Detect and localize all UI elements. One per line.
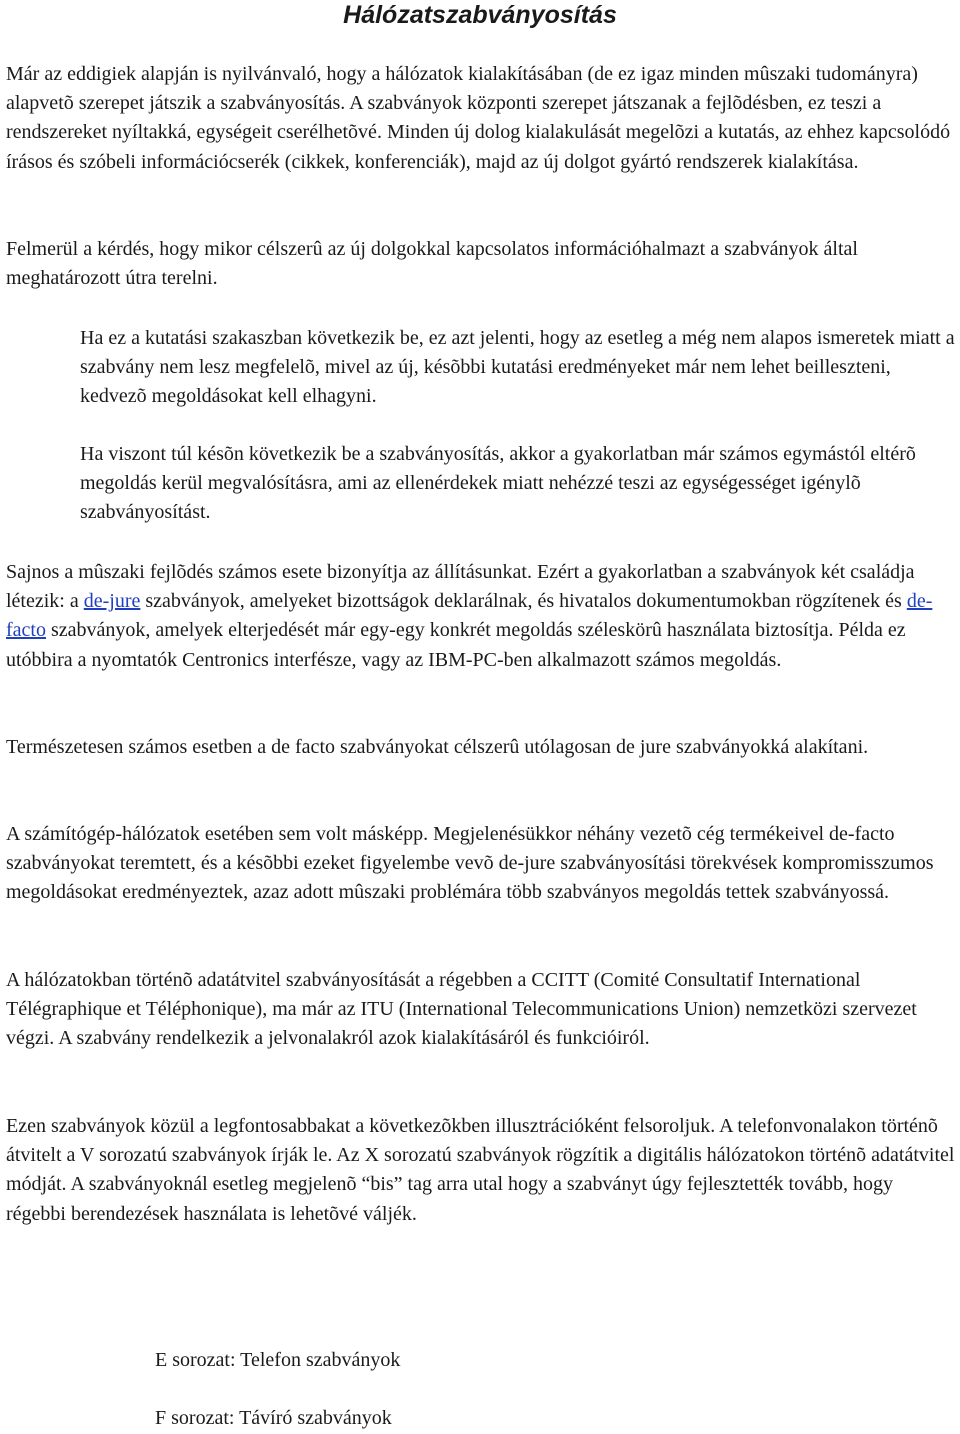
list-item-e-series: E sorozat: Telefon szabványok — [155, 1349, 401, 1371]
paragraph-intro: Már az eddigiek alapján is nyilvánvaló, hogy a hálózatok kialakításában (de ez igaz minden mûszaki tudományra) alapvetõ szerepet játszik a szabványosítás. A szabványok központi szerepet játszanak a fejlõdésben, ez teszi a rendszereket nyíltakká, egységeit cserélhetõvé. Minden új dolog kialakulását megelõzi a kutatás, az ehhez kapcsolódó írásos és szóbeli információcserék (cikkek, konferenciák), majd az új dolgot gyártó rendszerek kialakítása. — [6, 63, 951, 173]
paragraph-ccitt: A hálózatokban történõ adatátvitel szabványosítását a régebben a CCITT (Comité Consultatif International Télégraphique et Téléphonique), ma már az ITU (International Telecommunications Union) nemzetközi szervezet végzi. A szabvány rendelkezik a jelvonalakról azok kialakításáról és funkcióiról. — [6, 969, 917, 1050]
paragraph-late-case: Ha viszont túl késõn következik be a szabványosítás, akkor a gyakorlatban már számos egymástól eltérõ megoldás kerül megvalósításra, ami az ellenérdekek miatt nehézzé teszi az egységességet igénylõ szabványosítást. — [80, 443, 916, 524]
paragraph-question: Felmerül a kérdés, hogy mikor célszerû az új dolgokkal kapcsolatos információhalmazt a szabványok által meghatározott útra terelni. — [6, 238, 858, 290]
text-segment: szabványok, amelyeket bizottságok deklarálnak, és hivatalos dokumentumokban rögzítenek és — [140, 590, 907, 613]
paragraph-conversion: Természetesen számos esetben a de facto szabványokat célszerû utólagosan de jure szabványokká alakítani. — [6, 736, 869, 758]
de-facto-link[interactable]: de-facto — [6, 590, 933, 642]
text-segment: szabványok, amelyek elterjedését már egy-egy konkrét megoldás széleskörû használata biztosítja. Példa ez utóbbira a nyomtatók Centronics interfésze, vagy az IBM-PC-ben alkalmazott számos megoldás. — [6, 619, 906, 671]
paragraph-networks: A számítógép-hálózatok esetében sem volt másképp. Megjelenésükkor néhány vezetõ cég termékeivel de-facto szabványokat teremtett, és a késõbbi ezeket figyelembe vevõ de-jure szabványosítási törekvések kompromisszumos megoldásokat eredményeztek, azaz adott mûszaki problémára több szabványos megoldás tettek szabványossá. — [6, 823, 934, 904]
paragraph-series: Ezen szabványok közül a legfontosabbakat a következõkben illusztrációként felsoroljuk. A telefonvonalakon történõ átvitelt a V sorozatú szabványok írják le. Az X sorozatú szabványok rögzítik a digitális hálózatokon történõ adatátvitel módját. A szabványoknál esetleg megjelenõ “bis” tag arra utal hogy a szabványt úgy fejlesztették tovább, hogy régebbi berendezések használata is lehetõvé váljék. — [6, 1115, 955, 1225]
de-jure-link[interactable]: de-jure — [83, 590, 141, 613]
page-title: Hálózatszabványosítás — [343, 1, 617, 29]
list-item-f-series: F sorozat: Távíró szabványok — [155, 1407, 392, 1429]
paragraph-early-case: Ha ez a kutatási szakaszban következik be, ez azt jelenti, hogy az esetleg a még nem alapos ismeretek miatt a szabvány nem lesz megfelelõ, mivel az új, késõbbi kutatási eredményeket már nem lehet beilleszteni, kedvezõ megoldásokat kell elhagyni. — [80, 327, 955, 408]
paragraph-standard-families — [6, 558, 956, 675]
text-segment: Sajnos a mûszaki fejlõdés számos esete bizonyítja az állításunkat. Ezért a gyakorlatban a szabványok két családja létezik: a — [6, 561, 915, 613]
